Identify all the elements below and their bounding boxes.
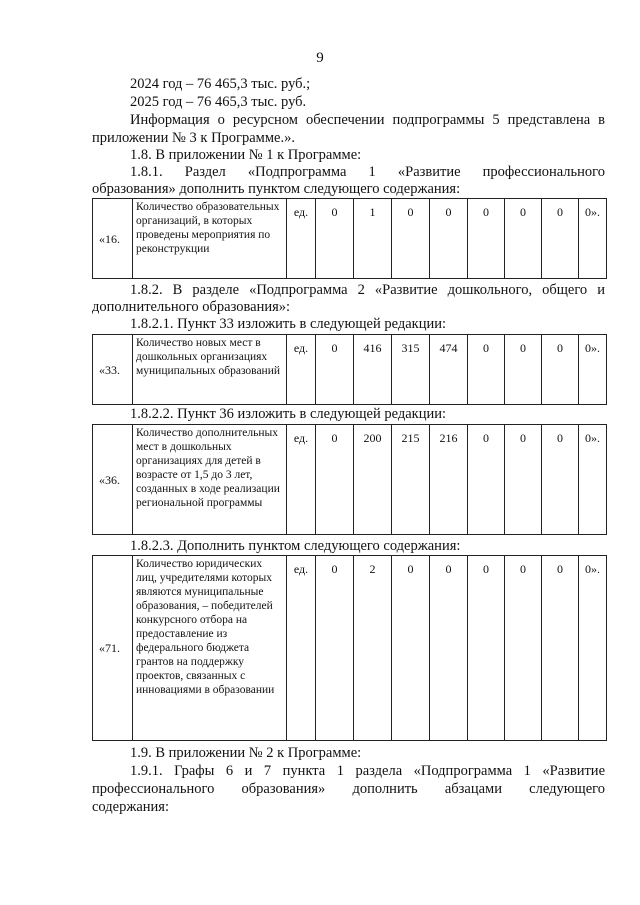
indicator-table-33 <box>92 334 607 405</box>
value-cell: 0 <box>505 199 542 279</box>
value-cell: 0 <box>468 335 505 405</box>
text-line: 1.9. В приложении № 2 к Программе: <box>130 745 362 761</box>
row-number: «36. <box>93 425 133 535</box>
text-line: 1.8.1. Раздел «Подпрограмма 1 «Развитие профессионального <box>130 164 605 180</box>
text-line: 1.9.1. Графы 6 и 7 пункта 1 раздела «Подпрограмма 1 «Развитие <box>130 763 605 779</box>
unit-cell: ед. <box>287 335 316 405</box>
value-cell: 0 <box>430 556 468 741</box>
row-number: «71. <box>93 556 133 741</box>
value-cell: 0». <box>579 556 607 741</box>
row-number: «16. <box>93 199 133 279</box>
text-line: 1.8. В приложении № 1 к Программе: <box>130 147 362 163</box>
unit-cell: ед. <box>287 556 316 741</box>
text-line: 1.8.2.1. Пункт 33 изложить в следующей редакции: <box>130 316 447 332</box>
text-line: 1.8.2. В разделе «Подпрограмма 2 «Развитие дошкольного, общего и <box>130 282 605 298</box>
value-cell: 0 <box>542 425 579 535</box>
value-cell: 0 <box>468 556 505 741</box>
value-cell: 200 <box>354 425 392 535</box>
value-cell: 0». <box>579 335 607 405</box>
value-cell: 0 <box>316 425 354 535</box>
indicator-name: Количество новых мест в дошкольных организациях муниципальных образований <box>133 335 287 405</box>
value-cell: 0 <box>505 335 542 405</box>
value-cell: 0 <box>468 425 505 535</box>
value-cell: 0 <box>542 199 579 279</box>
value-cell: 2 <box>354 556 392 741</box>
value-cell: 0». <box>579 425 607 535</box>
value-cell: 0 <box>505 425 542 535</box>
text-line: 2024 год – 76 465,3 тыс. руб.; <box>130 76 311 92</box>
text-line: дополнительного образования»: <box>92 299 291 315</box>
indicator-name: Количество юридических лиц, учредителями которых являются муниципальные образования, – победителей конкурсного отбора на предоставление из федерального бюджета грантов на поддержку проектов, связанных с инновациями в образовании <box>133 556 287 741</box>
value-cell: 0 <box>316 556 354 741</box>
value-cell: 0 <box>316 335 354 405</box>
value-cell: 474 <box>430 335 468 405</box>
text-line: 2025 год – 76 465,3 тыс. руб. <box>130 94 307 110</box>
page-number: 9 <box>316 50 324 66</box>
value-cell: 1 <box>354 199 392 279</box>
value-cell: 215 <box>392 425 430 535</box>
text-line: 1.8.2.2. Пункт 36 изложить в следующей редакции: <box>130 406 447 422</box>
indicator-table-36 <box>92 424 607 535</box>
value-cell: 416 <box>354 335 392 405</box>
text-line: приложении № 3 к Программе.». <box>92 130 295 146</box>
value-cell: 0 <box>430 199 468 279</box>
value-cell: 0 <box>542 556 579 741</box>
indicator-name: Количество дополнительных мест в дошкольных организациях для детей в возрасте от 1,5 до 3 лет, созданных в ходе реализации региональной программы <box>133 425 287 535</box>
value-cell: 216 <box>430 425 468 535</box>
text-line: Информация о ресурсном обеспечении подпрограммы 5 представлена в <box>130 112 605 128</box>
value-cell: 315 <box>392 335 430 405</box>
value-cell: 0 <box>505 556 542 741</box>
unit-cell: ед. <box>287 425 316 535</box>
value-cell: 0 <box>468 199 505 279</box>
unit-cell: ед. <box>287 199 316 279</box>
text-line: профессионального образования» дополнить абзацами следующего <box>92 781 605 797</box>
value-cell: 0 <box>392 199 430 279</box>
indicator-table-16 <box>92 198 607 279</box>
value-cell: 0 <box>392 556 430 741</box>
text-line: образования» дополнить пунктом следующего содержания: <box>92 181 461 197</box>
text-line: 1.8.2.3. Дополнить пунктом следующего содержания: <box>130 538 461 554</box>
indicator-name: Количество образовательных организаций, в которых проведены мероприятия по реконструкции <box>133 199 287 279</box>
value-cell: 0». <box>579 199 607 279</box>
value-cell: 0 <box>542 335 579 405</box>
text-line: содержания: <box>92 799 170 815</box>
value-cell: 0 <box>316 199 354 279</box>
indicator-table-71 <box>92 555 607 741</box>
row-number: «33. <box>93 335 133 405</box>
